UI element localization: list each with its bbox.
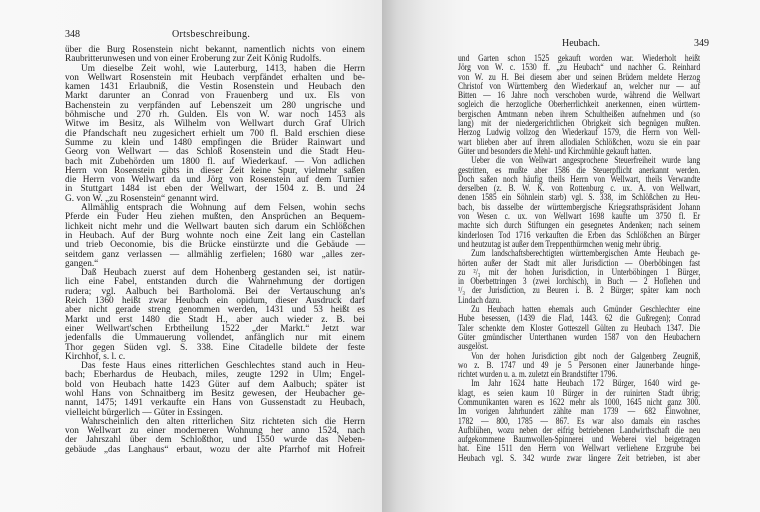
text-line: Kirchhof, s. l. c. [65, 351, 126, 362]
paragraph [65, 269, 365, 362]
text-line: bach; Eberhardus de Heubach, miles, zeugte 1292 in Ulm; Engel- [65, 370, 365, 381]
right-page-number: 349 [694, 38, 709, 49]
paragraph [65, 418, 365, 455]
text-line: hörten außer der Stadt mit aller Jurisdiction — Oberböbingen fast [458, 258, 701, 269]
text-line: seitdem ganz verlassen — allmählig zerfielen; 1680 war „alles zer- [65, 249, 365, 260]
text-line: Im vorigen Jahrhundert zählte man 1739 — 682 Einwohner, [458, 407, 701, 418]
text-line: lang) mit der niedergerichtlichen Obrigkeit sich begnügen mußten. [458, 119, 701, 130]
text-line: in Oberbettringen 3 (zwei lorchisch), in Buch — 2 Hoflehen und [458, 277, 701, 288]
text-line: wart blieben aber auf ihrem allodialen Schlößchen, wozu sie ein paar [458, 137, 701, 148]
text-line: gebäude „das Langhaus“ erbaut, wozu der alte Pfarrhof mit Hofreit [65, 444, 365, 455]
text-line: Taler schenkte dem Kloster Gotteszell Gülten zu Heubach 1347. Die [458, 323, 701, 334]
text-line: nannt, 1475; 1491 verkaufte ein Hans von Gussenstadt zu Heubach, [65, 398, 365, 409]
text-line: Reich 1360 heißt zwar Heubach ein opidum, dieser Ausdruck darf [65, 296, 365, 307]
text-line: klagt, es seien kaum 10 Bürger in der ruinirten Stadt übrig; [458, 388, 701, 399]
paragraph [458, 380, 700, 464]
text-line: richtet wurden u. a. m. zuletzt ein Brandstifter 1796. [458, 370, 618, 381]
text-line: Georg von Wellwart — das Schloß Rosenstein und die Stadt Heu- [65, 147, 365, 158]
text-line: Christof von Württemberg den Wiederkauf an, welcher nur — auf [458, 81, 701, 92]
text-line: in Stuttgart 1484 ist eben der Wellwart, der 1504 z. B. und 24 [65, 184, 365, 195]
paragraph [458, 250, 700, 306]
text-line: Markt darunter an Conrad von Frauenberg und ux. Els von [65, 91, 365, 102]
text-line: gestritten, es mußte aber 1586 die Steuerpflicht anerkannt werden. [458, 165, 701, 176]
text-line: von W. zu H. Bei diesem aber und seinen Brüdern meldete Herzog [458, 72, 701, 83]
paragraph [458, 157, 700, 250]
text-line: bach mit Zubehörden um 1800 fl. auf Wiederkauf. — Von adlichen [65, 156, 365, 167]
text-line: Ueber die von Wellwart angesprochene Steuerfreiheit wurde lang [471, 156, 701, 167]
text-line: lichkeit nicht mehr und die Wellwart bauten sich darum ein Schlößchen [65, 221, 365, 232]
text-line: Herzog Ludwig vollzog den Wiederkauf 1579, die Herrn von Well- [458, 128, 701, 139]
text-line: Summe zu klein und 1480 empfingen die Brüder Rainwart und [65, 137, 365, 148]
text-line: Bachenstein zu verpfänden auf Lebenszeit um 280 ungrische und [65, 100, 365, 111]
text-line: Heubach vgl. S. 342 wurde zwar längere Zeit betrieben, ist aber [458, 453, 701, 464]
text-line: die Pfandschaft neu zugesichert erhielt um 700 fl. Bald erschien diese [65, 128, 365, 139]
text-line: Das feste Haus eines ritterlichen Geschlechtes stand auch in Heu- [81, 361, 365, 372]
text-line: Zu Heubach hatten ehemals auch Gmünder Geschlechter eine [471, 305, 701, 316]
text-line: böhmische und 270 rh. Gulden. Els von W. war noch 1453 als [65, 110, 365, 121]
text-line: von Wellwart zu einer moderneren Wohnung her anno 1524, nach [65, 426, 365, 437]
text-line: Hube besessen, (1439 die Flad, 1443. 62 die Gußregen); Conrad [458, 314, 701, 325]
text-line: Lindach dazu. [458, 295, 502, 306]
text-line: bach, bis dasselbe der württembergische Kriegsrathspräsident Johann [458, 202, 701, 213]
text-line: Zum landschaftsberechtigten württembergischen Amte Heubach ge- [471, 249, 701, 260]
left-page-number: 348 [65, 29, 80, 40]
text-line: Communikanten waren es 1622 mehr als 1000, 1645 nicht ganz 300. [458, 397, 701, 408]
text-line: der Jahrszahl über dem Schloßthor, und 1550 wurde das Neben- [65, 435, 365, 446]
left-running-head: Ortsbeschreibung. [172, 29, 251, 40]
text-line: G. von W. „zu Rosenstein“ genannt wird. [65, 193, 219, 204]
paragraph [65, 204, 365, 269]
text-line: gangen.“ [65, 258, 99, 269]
text-line: kamen 1431 Erlaubniß, die Vestin Rosenstein und Heubach den [65, 82, 365, 93]
text-line: über die Burg Rosenstein nicht bekannt, namentlich nichts von einem [65, 45, 365, 55]
text-line: in Heubach. Auf der Burg wohnte noch eine Zeit lang ein Castellan [65, 230, 365, 241]
text-line: Herrn von Rosenstein gibts in dieser Zeit keine Spur, vielmehr saßen [65, 165, 365, 176]
text-line: Witwe im Besitz, als Wilhelm von Wellwart durch Graf Ulrich [65, 119, 365, 130]
text-line: von Wesen c. ux. von Wellwart 1698 kaufte um 3750 fl. Er [458, 212, 701, 223]
text-line: lich eine Fabel, entstanden durch die Wahrnehmung der dortigen [65, 277, 365, 288]
text-line: Im Jahr 1624 hatte Heubach 172 Bürger, 1640 wird ge- [471, 379, 701, 390]
text-line: Daß Heubach zuerst auf dem Hohenberg gestanden sei, ist natür- [81, 268, 365, 279]
right-page-text [458, 55, 700, 464]
text-line: wohl Hans von Schnaitberg im Besitz gewesen, der Heubacher ge- [65, 388, 365, 399]
text-line: ausgelöst. [458, 342, 489, 353]
text-line: Allmählig entsprach die Wohnung auf dem Felsen, wohin sechs [81, 203, 365, 214]
paragraph [458, 55, 700, 157]
text-line: Bitten — 16 Jahre noch verschoben wurde, während die Wellwart [458, 91, 701, 102]
text-line: Thor gegen Süden vgl. S. 338. Eine Citadelle bildete der feste [65, 342, 365, 353]
text-line: jedenfalls die Ummauerung vollendet, anfänglich nur mit einem [65, 333, 365, 344]
text-line: Güter gmündischer Unterthanen wurden 1587 von den Heubachern [458, 332, 701, 343]
text-line: ¹/₃ der Jurisdiction, zu Beuren i. B. 2 Bürger; später kam noch [458, 286, 701, 297]
text-line: 1782 — 800, 1785 — 867. Es war also damals ein rasches [458, 416, 701, 427]
text-line: kinderlosen Tod 1716 verkauften die Erben das Schlößchen an Bürger [458, 230, 701, 241]
text-line: derselben (z. B. W. K. von Rottenburg c. ux. A. von Wellwart, [458, 184, 701, 195]
text-line: Aufblühen, wozu neben der eifrig betriebenen Landwirthschaft die neu [458, 425, 701, 436]
text-line: rudera; vgl. Aalbuch bei Bartholomä. Bei der Vertauschung an's [65, 286, 365, 297]
text-line: Um dieselbe Zeit wohl, wie Lauterburg, 1413, haben die Herrn [81, 63, 365, 74]
paragraph [458, 306, 700, 352]
text-line: Raubritterunwesen und von einer Eroberung zur Zeit König Rudolfs. [65, 54, 322, 65]
paragraph [458, 353, 700, 381]
text-line: Jörg von W. c. 1530 ff. „zu Heubach“ und nachher G. Reinhard [458, 63, 701, 74]
left-page-text [65, 46, 365, 455]
text-line: Markt und erst 1480 die Stadt H., aber auch wieder z. B. bei [65, 314, 365, 325]
paragraph [65, 46, 365, 65]
text-line: denen 1585 ein Söhnlein starb) vgl. S. 338, im Schlößchen zu Heu- [458, 193, 701, 204]
paragraph [65, 65, 365, 204]
text-line: Doch saßen noch häufig theils Herrn von Wellwart, theils Verwandte [458, 174, 701, 185]
paragraph [65, 362, 365, 418]
text-line: Wahrscheinlich den alten ritterlichen Sitz richteten sich die Herrn [81, 416, 365, 427]
text-line: machte sich durch Stiftungen ein gesegnetes Andenken; nach seinem [458, 221, 701, 232]
text-line: bold von Heubach hatte 1423 Güter auf dem Aalbuch; später ist [65, 379, 365, 390]
text-line: und heutzutag ist außer dem Treppenthürmchen wenig mehr übrig. [458, 239, 661, 250]
right-running-head: Heubach. [562, 38, 601, 49]
text-line: Von der hohen Jurisdiction gibt noch der Galgenberg Zeugniß, [471, 351, 701, 362]
text-line: wo z. B. 1747 und 49 je 5 Personen einer Jaunerbande hinge- [458, 360, 701, 371]
text-line: aber nicht gerade streng genommen werden, 1431 und 53 heißt es [65, 305, 365, 316]
text-line: von Wellwart Rosenstein mit Heubach verpfändet erhalten und be- [65, 72, 365, 83]
text-line: zu ²/₃ mit der hohen Jurisdiction, in Unterböbingen 1 Bürger, [458, 267, 701, 278]
text-line: bergischen Amtmann neben ihrem Schultheißen aufnehmen und (so [458, 109, 701, 120]
text-line: sogleich die herzogliche Oberherrlichkeit anerkennen, einen württem- [458, 100, 701, 111]
text-line: die Herrn von Wellwart da und Jörg von Rosenstein auf dem Turnier [65, 175, 365, 186]
text-line: Güter und besonders die Mehl- und Kirchmühle gekauft hatten. [458, 146, 652, 157]
text-line: hat. Eine 1511 den Herrn von Wellwart verliehene Erzgrube bei [458, 444, 701, 455]
text-line: vielleicht bürgerlich — Güter in Essingen. [65, 407, 223, 418]
text-line: einer Wellwart'schen Erbtheilung 1522 „der Markt.“ Jetzt war [65, 323, 365, 334]
text-line: und Garten schon 1525 gekauft worden war. Wiederholt heißt [458, 54, 701, 64]
text-line: aufgekommene Baumwollen-Spinnerei und Weberei viel beigetragen [458, 435, 701, 446]
text-line: Pferde ein Fuder Heu ziehen mußten, den Ansprüchen an Bequem- [65, 212, 365, 223]
text-line: und trieb Oeconomie, bis die Brücke einstürzte und die Gebäude — [65, 240, 365, 251]
